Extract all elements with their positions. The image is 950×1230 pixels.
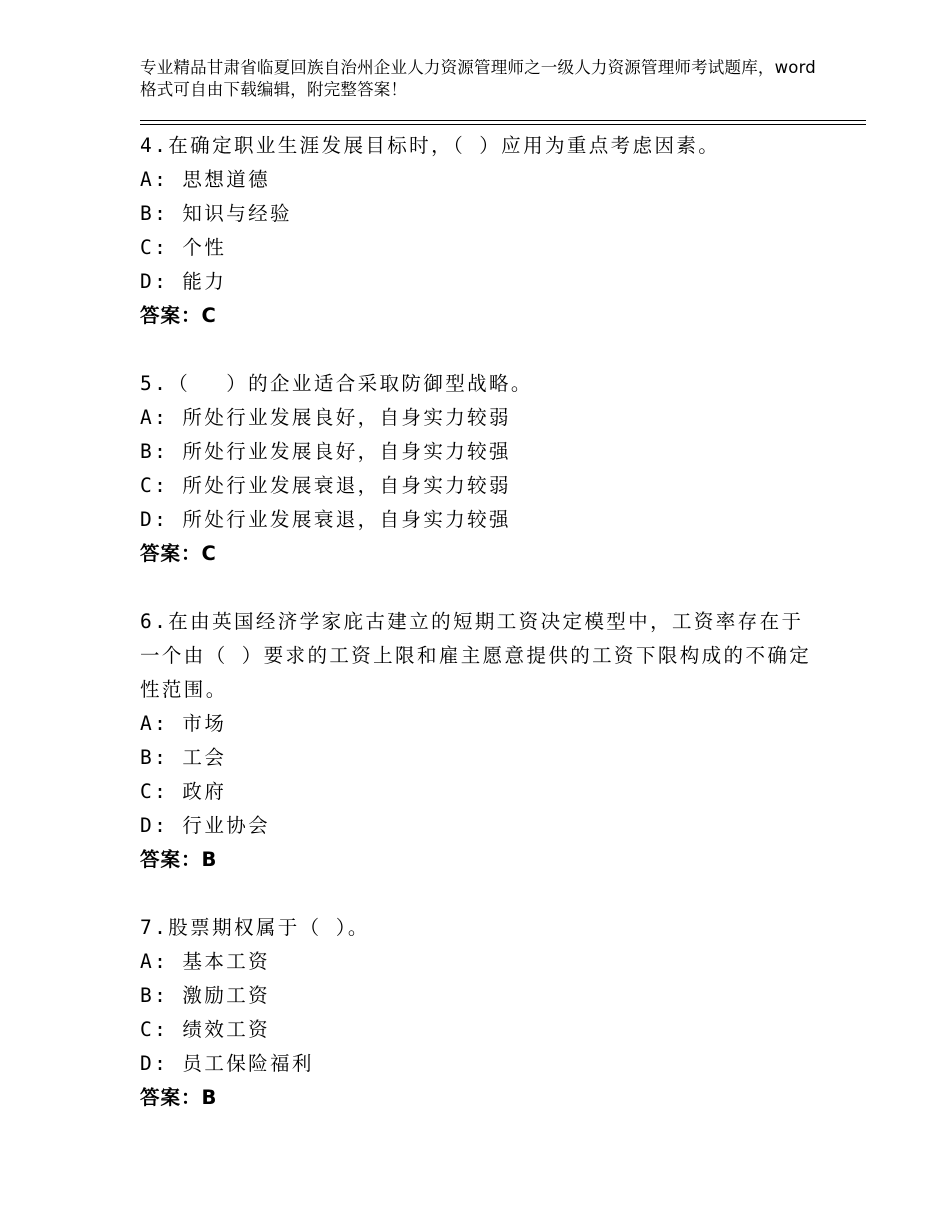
option-b: B: 激励工资 (140, 984, 271, 1007)
option-d: D: 能力 (140, 270, 227, 293)
option-a: A: 市场 (140, 712, 227, 735)
question-5 (140, 367, 840, 571)
option-d: D: 所处行业发展衰退，自身实力较强 (140, 508, 511, 531)
question-6 (140, 605, 840, 877)
option-c: C: 所处行业发展衰退，自身实力较弱 (140, 474, 511, 497)
option-a: A: 基本工资 (140, 950, 271, 973)
option-c: C: 绩效工资 (140, 1018, 271, 1041)
answer-label: 答案：B (140, 848, 218, 871)
option-b: B: 所处行业发展良好，自身实力较强 (140, 440, 511, 463)
question-4 (140, 129, 840, 333)
question-stem-line-1: 6.在由英国经济学家庇古建立的短期工资决定模型中，工资率存在于 (140, 610, 804, 633)
option-d: D: 行业协会 (140, 814, 271, 837)
header-divider-bottom (140, 124, 866, 125)
question-7 (140, 911, 840, 1115)
question-stem: 4.在确定职业生涯发展目标时，（ ）应用为重点考虑因素。 (140, 134, 721, 157)
option-a: A: 思想道德 (140, 168, 271, 191)
question-stem-line-2: 一个由（ ）要求的工资上限和雇主愿意提供的工资下限构成的不确定 (140, 644, 812, 667)
option-c: C: 政府 (140, 780, 227, 803)
document-header (140, 57, 830, 101)
header-text: 专业精品甘肃省临夏回族自治州企业人力资源管理师之一级人力资源管理师考试题库，word格式可自由下载编辑，附完整答案！ (140, 58, 816, 99)
option-b: B: 知识与经验 (140, 202, 292, 225)
option-a: A: 所处行业发展良好，自身实力较弱 (140, 406, 511, 429)
question-stem: 7.股票期权属于（ ）。 (140, 916, 370, 939)
answer-label: 答案：C (140, 542, 217, 565)
option-d: D: 员工保险福利 (140, 1052, 314, 1075)
answer-label: 答案：C (140, 304, 217, 327)
question-stem: 5.（ ）的企业适合采取防御型战略。 (140, 372, 533, 395)
question-list (140, 129, 840, 1115)
question-stem-line-3: 性范围。 (140, 678, 228, 701)
option-c: C: 个性 (140, 236, 227, 259)
option-b: B: 工会 (140, 746, 227, 769)
header-divider-top (140, 120, 866, 121)
answer-label: 答案：B (140, 1086, 218, 1109)
